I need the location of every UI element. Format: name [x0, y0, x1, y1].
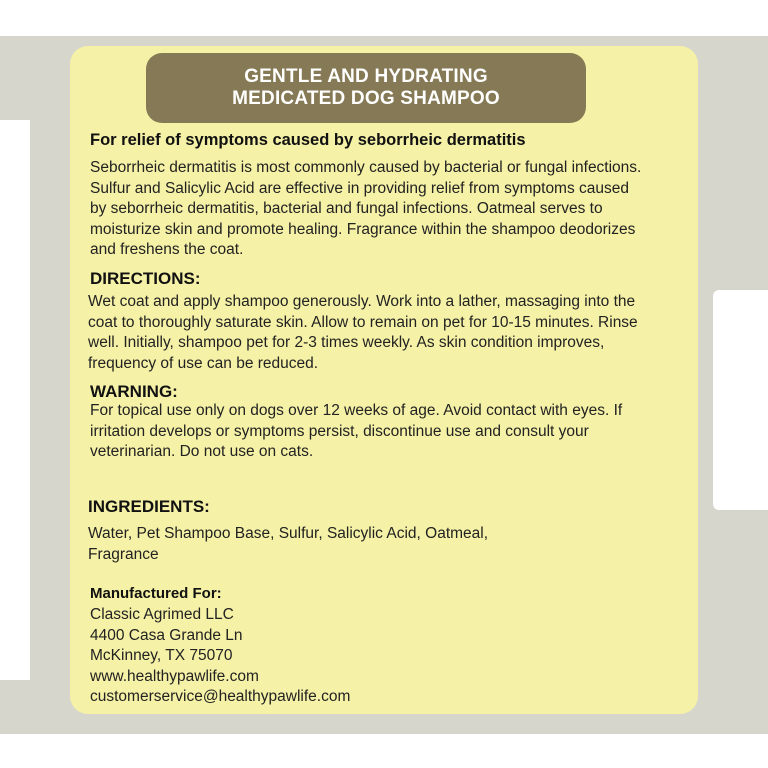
relief-heading: For relief of symptoms caused by seborrheic dermatitis [90, 131, 526, 149]
ingredients-paragraph [88, 524, 488, 565]
manufacturer-website: www.healthypawlife.com [90, 667, 259, 685]
background-left-cutout [0, 120, 30, 680]
manufacturer-city: McKinney, TX 75070 [90, 647, 233, 665]
relief-line: and freshens the coat. [90, 241, 244, 259]
relief-paragraph [90, 158, 641, 261]
title-line-1: GENTLE AND HYDRATING [244, 66, 488, 87]
manufacturer-email: customerservice@healthypawlife.com [90, 688, 351, 706]
warning-paragraph [90, 401, 622, 463]
relief-line: Seborrheic dermatitis is most commonly caused by bacterial or fungal infections. [90, 159, 642, 176]
relief-line: by seborrheic dermatitis, bacterial and fungal infections. Oatmeal serves to [90, 200, 603, 218]
manufacturer-block [90, 605, 350, 708]
directions-line: frequency of use can be reduced. [88, 354, 319, 372]
directions-line: coat to thoroughly saturate skin. Allow to remain on pet for 10-15 minutes. Rinse [88, 313, 638, 331]
title-banner [146, 53, 586, 123]
directions-line: Wet coat and apply shampoo generously. Work into a lather, massaging into the [88, 293, 636, 310]
background-bottom-band [0, 716, 768, 734]
directions-line: well. Initially, shampoo pet for 2-3 times weekly. As skin condition improves, [88, 334, 605, 352]
manufacturer-street: 4400 Casa Grande Ln [90, 626, 243, 644]
relief-line: moisturize skin and promote healing. Fragrance within the shampoo deodorizes [90, 220, 636, 238]
ingredients-heading: INGREDIENTS: [88, 497, 210, 516]
warning-heading: WARNING: [90, 382, 178, 401]
directions-paragraph [88, 292, 638, 374]
warning-line: irritation develops or symptoms persist, discontinue use and consult your [90, 422, 589, 440]
ingredients-line: Fragrance [88, 545, 159, 563]
manufacturer-company: Classic Agrimed LLC [90, 606, 234, 623]
ingredients-line: Water, Pet Shampoo Base, Sulfur, Salicylic Acid, Oatmeal, [88, 525, 489, 542]
title-line-2: MEDICATED DOG SHAMPOO [232, 88, 500, 109]
background-right-cutout [713, 290, 768, 510]
warning-line: veterinarian. Do not use on cats. [90, 443, 314, 461]
relief-line: Sulfur and Salicylic Acid are effective in providing relief from symptoms caused [90, 179, 630, 197]
warning-line: For topical use only on dogs over 12 weeks of age. Avoid contact with eyes. If [90, 402, 623, 419]
manufacturer-heading: Manufactured For: [90, 585, 222, 602]
directions-heading: DIRECTIONS: [90, 269, 201, 288]
